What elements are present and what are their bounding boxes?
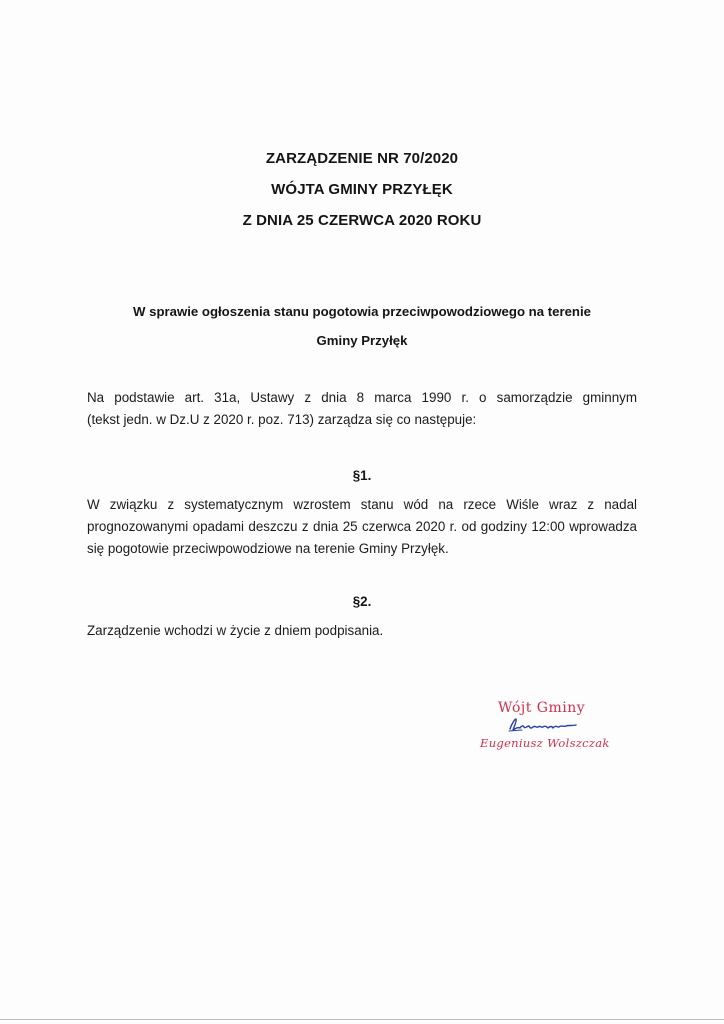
document-number: ZARZĄDZENIE NR 70/2020 <box>265 150 459 167</box>
preamble-line-2: (tekst jedn. w Dz.U z 2020 r. poz. 713) zarządza się co następuje: <box>87 412 477 427</box>
subject-line-1: W sprawie ogłoszenia stanu pogotowia przeciwpowodziowego na terenie <box>133 304 591 319</box>
signatory-title: Wójt Gminy <box>498 700 586 716</box>
section-2-mark: §2. <box>352 594 372 609</box>
section-1-mark: §1. <box>352 468 372 483</box>
handwritten-signature <box>506 715 584 735</box>
subject-line-2: Gminy Przyłęk <box>316 333 408 348</box>
section-2-paragraph <box>87 620 637 642</box>
document-date: Z DNIA 25 CZERWCA 2020 ROKU <box>242 212 482 229</box>
section-1-line-3: się pogotowie przeciwpowodziowe na terenie Gminy Przyłęk. <box>87 541 449 556</box>
preamble-line-1: Na podstawie art. 31a, Ustawy z dnia 8 marca 1990 r. o samorządzie gminnym <box>87 390 637 405</box>
section-1-line-2: prognozowanymi opadami deszczu z dnia 25 czerwca 2020 r. od godziny 12:00 wprowadza <box>87 519 637 534</box>
document-issuer: WÓJTA GMINY PRZYŁĘK <box>271 181 453 198</box>
section-1-line-1: W związku z systematycznym wzrostem stanu wód na rzece Wiśle wraz z nadal <box>87 497 637 512</box>
page-bottom-edge <box>0 1019 724 1020</box>
section-2-line-1: Zarządzenie wchodzi w życie z dniem podpisania. <box>87 623 384 638</box>
preamble-paragraph <box>87 387 637 431</box>
section-1-paragraph <box>87 494 637 560</box>
signatory-name: Eugeniusz Wolszczak <box>480 736 610 750</box>
